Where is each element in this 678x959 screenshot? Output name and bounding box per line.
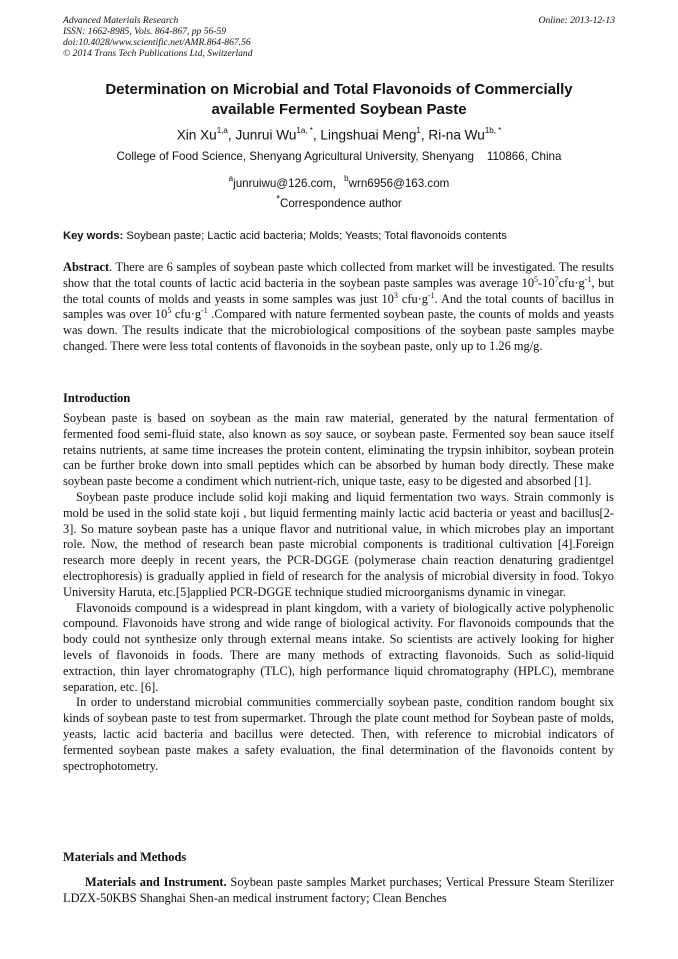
- correspondence-sup: *: [276, 194, 280, 205]
- email-a: junruiwu@126.com，: [233, 176, 345, 190]
- email-a-sup: a: [228, 174, 234, 183]
- abstract-text: . And the total counts of bacillus in samples was over 10: [63, 291, 614, 322]
- author-affil-sup: 1,a: [216, 126, 228, 135]
- author-affil-sup: 1: [416, 126, 421, 135]
- abstract-text: . There are 6 samples of soybean paste which collected from market will be investigated. The results show that the total counts of lactic acid bacteria in the soybean paste samples was average 10: [63, 260, 614, 290]
- keywords: [63, 229, 615, 243]
- online-date: Online: 2013-12-13: [538, 15, 615, 26]
- exponent: -1: [584, 274, 592, 284]
- author-list: [60, 123, 618, 145]
- exponent: 3: [393, 290, 398, 300]
- abstract-text: cfu·g: [171, 307, 202, 322]
- abstract-text: , but the total counts of molds and yeasts in some samples was just 10: [63, 275, 615, 306]
- intro-paragraph-3: Flavonoids compound is a widespread in plant kingdom, with a variety of biologically active polyphenolic compound. Flavonoids have strong and wide range of biological activity. For flavonoids compounds that the body could not synthesize only through external means intake. So scientists are actively looking for higher levels of flavonoids in foods. There are many methods of extracting flavonoids. Such as solid-liquid extraction, thin layer chromatography (TLC), high performance liquid chromatography (HPLC), membrane separation, etc. [6].: [63, 600, 614, 694]
- abstract: [63, 260, 614, 355]
- exponent: 7: [554, 274, 559, 284]
- intro-paragraph-2: Soybean paste produce include solid koji making and liquid fermentation two ways. Strain commonly is mold be used in the solid state koji , but liquid fermenting mainly lactic acid bacteria or yeast and bacillus[2-3]. So mature soybean paste has a unique flavor and nutritional value, in which microbes play an important role. Now, the method of research bean paste microbial components is traditional cultivation [4].Foreign research more deeply in recent years, the PCR-DGGE (polymerase chain reaction denaturing gradientgel electrophoresis) is gradually applied in field of research for the analysis of microbial diversity in food. Tokyo University Haruta, etc.[5]applied PCR-DGGE technique studied microorganisms dynamic in vinegar.: [63, 489, 614, 599]
- abstract-text: cfu·g: [397, 291, 428, 306]
- abstract-text: .Compared with nature fermented soybean paste, the counts of molds and yeasts was down. The results indicate that the microbiological compositions of the soybean paste samples maybe changed. There were less total contents of flavonoids in the soybean paste, only up to 1.26 mg/g.: [63, 307, 614, 353]
- methods-heading: Materials and Methods: [63, 850, 187, 864]
- author-affil-sup: 1b, *: [484, 126, 502, 135]
- correspondence-note: [60, 193, 618, 211]
- author-sep: ,: [227, 127, 236, 143]
- keywords-label: Key words:: [63, 230, 124, 242]
- methods-body: [63, 875, 614, 907]
- author-name: Xin Xu: [176, 127, 217, 143]
- intro-paragraph-1: Soybean paste is based on soybean as the main raw material, generated by the natural fermentation of fermented food semi-fluid state, also known as soy sauce, or soybean paste. Fermented soy bean sauce itself retains nutrients, at same time increases the protein content, eliminating the trypsin inhibitor, soybean protein can be further broke down into small peptides which can be absorbed by human body directly. These make soybean paste become a condiment which nutrient-rich, unique taste, easy to be digested and absorbed [1].: [63, 411, 614, 489]
- issn-line: ISSN: 1662-8985, Vols. 864-867, pp 56-59: [63, 26, 227, 37]
- introduction-heading: Introduction: [63, 391, 131, 405]
- keywords-text: Soybean paste; Lactic acid bacteria; Molds; Yeasts; Total flavonoids contents: [126, 230, 507, 242]
- author-name: Lingshuai Meng: [320, 127, 417, 143]
- author-sep: ,: [420, 127, 429, 143]
- abstract-text: -10: [538, 275, 555, 290]
- author-name: Ri-na Wu: [428, 127, 485, 143]
- methods-subheading: Materials and Instrument.: [85, 875, 227, 889]
- doi-line: doi:10.4028/www.scientific.net/AMR.864-867.56: [63, 37, 251, 48]
- exponent: 5: [167, 306, 172, 316]
- abstract-label: Abstract: [63, 260, 110, 274]
- affiliation: College of Food Science, Shenyang Agricultural University, Shenyang 110866, China: [116, 150, 562, 163]
- author-affil-sup: 1a, *: [296, 126, 313, 135]
- abstract-text: cfu·g: [558, 275, 585, 290]
- exponent: -1: [427, 290, 435, 300]
- intro-paragraph-4: In order to understand microbial communities commercially soybean paste, condition random bought six kinds of soybean paste to test from supermarket. Through the plate count method for Soybean paste of molds, yeasts, lactic acid bacteria and bacillus were detected. Then, with reference to microbial indicators of fermented soybean paste makes a safety evaluation, the final determination of the flavonoids content by spectrophotometry.: [63, 695, 614, 773]
- exponent: -1: [201, 306, 208, 316]
- email-b-sup: b: [344, 174, 349, 183]
- author-name: Junrui Wu: [235, 127, 297, 143]
- author-sep: ,: [312, 127, 321, 143]
- journal-name: Advanced Materials Research: [63, 15, 179, 26]
- exponent: 5: [534, 274, 539, 284]
- title-line-2: available Fermented Soybean Paste: [211, 101, 467, 118]
- copyright-line: © 2014 Trans Tech Publications Ltd, Switzerland: [63, 48, 253, 59]
- journal-header: [63, 15, 615, 59]
- title-line-1: Determination on Microbial and Total Flavonoids of Commercially: [105, 81, 573, 98]
- correspondence-text: Correspondence author: [279, 196, 402, 210]
- paper-title: [60, 80, 618, 120]
- methods-text: Soybean paste samples Market purchases; Vertical Pressure Steam Sterilizer LDZX-50KBS Shanghai Shen-an medical instrument factory; Clean Benches: [63, 875, 614, 905]
- contact-emails: [60, 173, 618, 191]
- email-b: wrn6956@163.com: [348, 176, 450, 190]
- introduction-body: [63, 411, 614, 774]
